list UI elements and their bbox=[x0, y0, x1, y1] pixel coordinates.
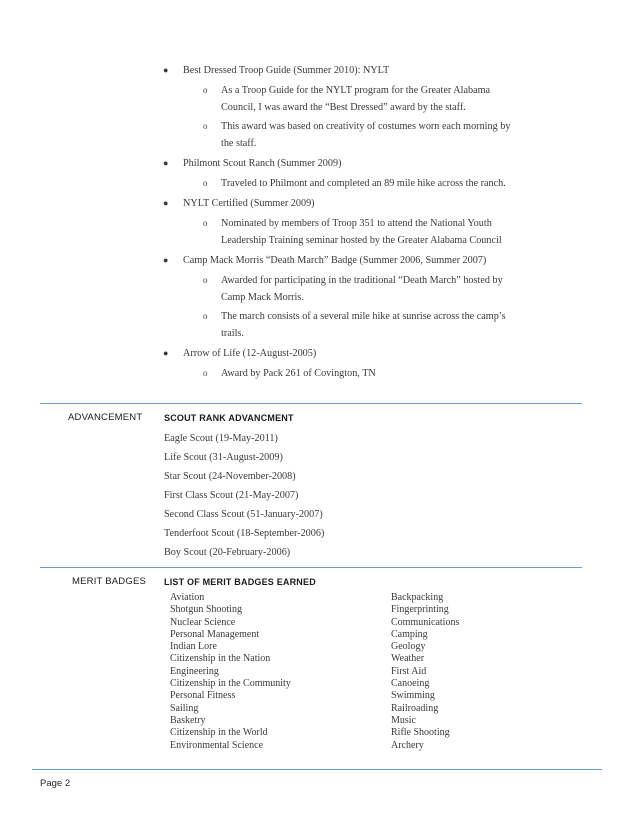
award-detail-text: Nominated by members of Troop 351 to attend the National Youth Leadership Training seminar hosted by the Greater Alabama Council bbox=[221, 218, 502, 246]
award-title: NYLT Certified (Summer 2009) bbox=[183, 198, 315, 209]
rank-list bbox=[164, 429, 324, 562]
bullet-icon: ● bbox=[163, 198, 169, 208]
merit-badge: First Aid bbox=[391, 665, 427, 677]
circle-bullet-icon: o bbox=[203, 121, 208, 131]
bullet-icon: ● bbox=[163, 255, 169, 265]
award-detail-text: The march consists of a several mile hike at sunrise across the camp’s trails. bbox=[221, 311, 506, 339]
award-item bbox=[163, 155, 523, 192]
merit-badge: Music bbox=[391, 714, 416, 726]
page-number: Page 2 bbox=[40, 778, 71, 789]
award-detail-text: Traveled to Philmont and completed an 89 mile hike across the ranch. bbox=[221, 178, 506, 189]
circle-bullet-icon: o bbox=[203, 85, 208, 95]
rank-entry: Life Scout (31-August-2009) bbox=[164, 452, 283, 463]
merit-badge: Engineering bbox=[170, 665, 219, 677]
merit-badge: Fingerprinting bbox=[391, 604, 449, 616]
rank-entry: First Class Scout (21-May-2007) bbox=[164, 490, 299, 501]
merit-badge: Citizenship in the Nation bbox=[170, 653, 271, 665]
bullet-icon: ● bbox=[163, 348, 169, 358]
award-title: Arrow of Life (12-August-2005) bbox=[183, 348, 317, 359]
award-details bbox=[203, 365, 523, 382]
award-details bbox=[203, 175, 523, 192]
award-detail bbox=[203, 175, 523, 192]
award-detail-text: This award was based on creativity of costumes worn each morning by the staff. bbox=[221, 121, 511, 149]
advancement-heading: SCOUT RANK ADVANCMENT bbox=[164, 413, 294, 423]
merit-badge: Geology bbox=[391, 641, 426, 653]
award-details bbox=[203, 272, 523, 342]
award-item bbox=[163, 195, 523, 249]
award-item bbox=[163, 252, 523, 342]
merit-badge: Nuclear Science bbox=[170, 616, 236, 628]
award-detail-text: Awarded for participating in the traditional “Death March” hosted by Camp Mack Morris. bbox=[221, 275, 503, 303]
rank-entry: Tenderfoot Scout (18-September-2006) bbox=[164, 528, 325, 539]
bullet-icon: ● bbox=[163, 158, 169, 168]
rank-entry: Eagle Scout (19-May-2011) bbox=[164, 433, 278, 444]
award-detail-text: Award by Pack 261 of Covington, TN bbox=[221, 368, 376, 379]
award-detail-text: As a Troop Guide for the NYLT program for the Greater Alabama Council, I was award the “Best Dressed” award by the staff. bbox=[221, 85, 491, 113]
merit-badge: Railroading bbox=[391, 702, 439, 714]
merit-badge: Camping bbox=[391, 628, 428, 640]
merit-badge: Canoeing bbox=[391, 678, 430, 690]
merit-badge: Communications bbox=[391, 616, 460, 628]
award-details bbox=[203, 215, 523, 249]
award-detail bbox=[203, 308, 523, 342]
merit-badge: Basketry bbox=[170, 714, 206, 726]
award-detail bbox=[203, 118, 523, 152]
section-divider bbox=[40, 403, 582, 404]
award-detail bbox=[203, 82, 523, 116]
award-detail bbox=[203, 215, 523, 249]
circle-bullet-icon: o bbox=[203, 368, 208, 378]
rank-entry: Second Class Scout (51-January-2007) bbox=[164, 509, 323, 520]
merit-badge: Personal Management bbox=[170, 628, 260, 640]
award-title: Camp Mack Morris “Death March” Badge (Summer 2006, Summer 2007) bbox=[183, 255, 487, 266]
merit-badge: Environmental Science bbox=[170, 739, 264, 751]
circle-bullet-icon: o bbox=[203, 311, 208, 321]
circle-bullet-icon: o bbox=[203, 218, 208, 228]
merit-badge: Swimming bbox=[391, 690, 435, 702]
award-detail bbox=[203, 365, 523, 382]
section-divider bbox=[40, 567, 582, 568]
award-detail bbox=[203, 272, 523, 306]
advancement-label: ADVANCEMENT bbox=[68, 412, 143, 423]
merit-badge: Shotgun Shooting bbox=[170, 604, 242, 616]
merit-badge: Backpacking bbox=[391, 592, 444, 603]
merit-badges-label: MERIT BADGES bbox=[72, 576, 147, 587]
merit-badge: Personal Fitness bbox=[170, 690, 236, 702]
circle-bullet-icon: o bbox=[203, 178, 208, 188]
bullet-icon: ● bbox=[163, 65, 169, 75]
merit-badges-right-column bbox=[391, 592, 459, 752]
merit-badges-left-column bbox=[170, 592, 291, 752]
merit-badge: Sailing bbox=[170, 702, 199, 714]
circle-bullet-icon: o bbox=[203, 275, 208, 285]
merit-badge: Archery bbox=[391, 739, 424, 751]
rank-entry: Boy Scout (20-February-2006) bbox=[164, 547, 291, 558]
rank-entry: Star Scout (24-November-2008) bbox=[164, 471, 296, 482]
award-title: Best Dressed Troop Guide (Summer 2010): NYLT bbox=[183, 65, 390, 76]
footer-divider bbox=[32, 769, 602, 770]
merit-badges-heading: LIST OF MERIT BADGES EARNED bbox=[164, 577, 316, 587]
merit-badge: Aviation bbox=[170, 592, 205, 603]
award-details bbox=[203, 82, 523, 152]
award-title: Philmont Scout Ranch (Summer 2009) bbox=[183, 158, 342, 169]
awards-list bbox=[163, 62, 523, 385]
merit-badge: Citizenship in the Community bbox=[170, 678, 291, 690]
merit-badge: Rifle Shooting bbox=[391, 727, 450, 739]
award-item bbox=[163, 62, 523, 152]
award-item bbox=[163, 345, 523, 382]
merit-badge: Weather bbox=[391, 653, 425, 665]
merit-badge: Indian Lore bbox=[170, 641, 217, 653]
merit-badge: Citizenship in the World bbox=[170, 727, 268, 739]
